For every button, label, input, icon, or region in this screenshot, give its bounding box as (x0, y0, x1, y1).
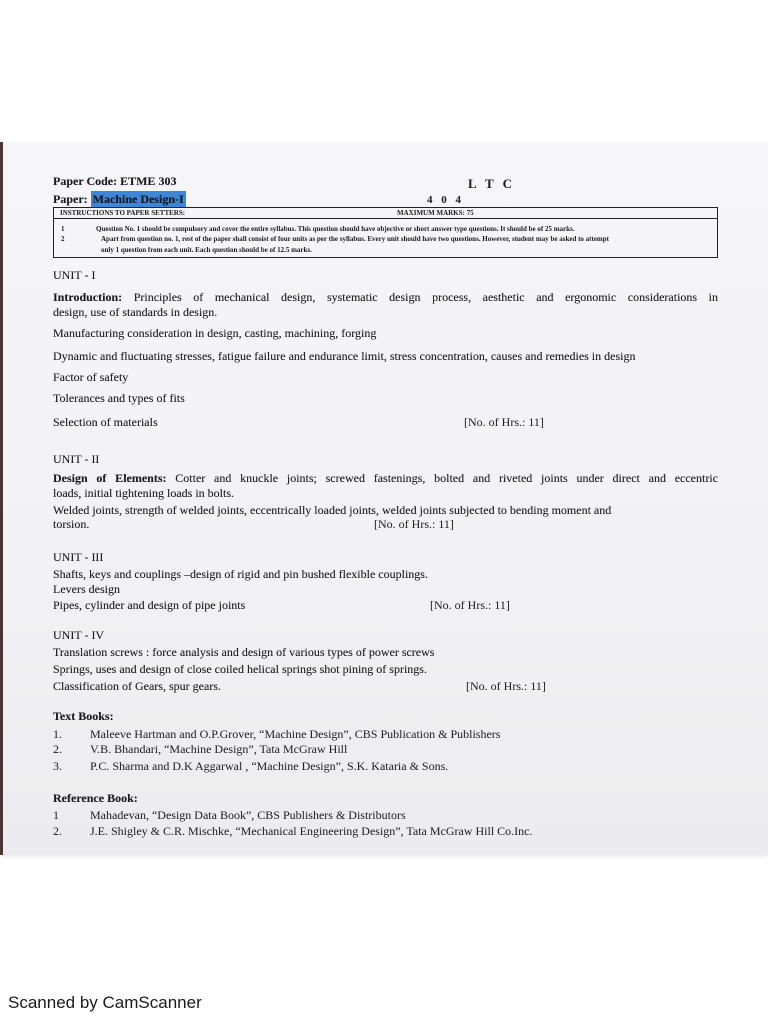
unit-topic-line (53, 290, 718, 304)
unit-hours: [No. of Hrs.: 11] (430, 598, 510, 612)
topic-lead: Introduction: (53, 290, 123, 304)
unit-topic-line: Classification of Gears, spur gears. (53, 679, 221, 693)
paper-name-highlighted: Machine Design-I (92, 192, 184, 206)
topic-lead: Design of Elements: (53, 471, 167, 485)
book-entry: V.B. Bhandari, “Machine Design”, Tata McGraw Hill (90, 742, 348, 756)
instructions-header-row (54, 208, 717, 219)
instruction-text: Apart from question no. 1, rest of the paper shall consist of four units as per the syllabus. Every unit should have two questions. However, student may be asked to attempt (101, 235, 609, 243)
instruction-text: Question No. 1 should be compulsory and cover the entire syllabus. This question should have objective or short answer type questions. It should be of 25 marks. (96, 225, 575, 233)
unit-topic-line: Translation screws : force analysis and design of various types of power screws (53, 645, 435, 659)
unit-topic-line: design, use of standards in design. (53, 305, 218, 319)
unit-title: UNIT - II (53, 452, 100, 466)
paper-code: Paper Code: ETME 303 (53, 174, 177, 188)
instructions-title: INSTRUCTIONS TO PAPER SETTERS: (60, 209, 186, 217)
unit-topic-line: loads, initial tightening loads in bolts. (53, 486, 234, 500)
unit-topic-line: Dynamic and fluctuating stresses, fatigue failure and endurance limit, stress concentration, causes and remedies in design (53, 349, 636, 363)
unit-title: UNIT - I (53, 268, 96, 282)
instruction-text: only 1 question from each unit. Each question should be of 12.5 marks. (101, 246, 312, 254)
unit-topic-line: Selection of materials (53, 415, 158, 429)
paper-label: Paper: (53, 192, 88, 206)
unit-topic-line: torsion. (53, 517, 90, 531)
unit-topic-line: Welded joints, strength of welded joints, eccentrically loaded joints, welded joints subjected to bending moment and (53, 503, 612, 517)
instruction-number: 2 (61, 235, 65, 243)
unit-title: UNIT - III (53, 550, 104, 564)
list-number: 2. (53, 824, 62, 838)
unit-topic-line: Levers design (53, 582, 120, 596)
scanner-watermark: Scanned by CamScanner (8, 993, 202, 1012)
ltc-label: L T C (468, 176, 516, 191)
book-entry: P.C. Sharma and D.K Aggarwal , “Machine Design”, S.K. Kataria & Sons. (90, 759, 449, 773)
unit-topic-line: Pipes, cylinder and design of pipe joints (53, 598, 246, 612)
page-edge-shadow (0, 142, 3, 855)
topic-text: Principles of mechanical design, systematic design process, aesthetic and ergonomic considerations in (133, 290, 718, 304)
unit-topic-line: Tolerances and types of fits (53, 391, 185, 405)
text-books-heading: Text Books: (53, 709, 114, 723)
unit-topic-line: Springs, uses and design of close coiled helical springs shot pining of springs. (53, 662, 427, 676)
list-number: 3. (53, 759, 62, 773)
ltc-values: 4 0 4 (427, 194, 464, 206)
unit-hours: [No. of Hrs.: 11] (466, 679, 546, 693)
unit-hours: [No. of Hrs.: 11] (464, 415, 544, 429)
unit-topic-line: Manufacturing consideration in design, casting, machining, forging (53, 326, 377, 340)
book-entry: J.E. Shigley & C.R. Mischke, “Mechanical Engineering Design”, Tata McGraw Hill Co.Inc. (90, 824, 533, 838)
instructions-box (53, 207, 718, 258)
list-number: 1 (53, 808, 59, 822)
instruction-number: 1 (61, 225, 65, 233)
list-number: 2. (53, 742, 62, 756)
topic-text: Cotter and knuckle joints; screwed fastenings, bolted and riveted joints under direct and eccentric (175, 471, 718, 485)
list-number: 1. (53, 727, 62, 741)
unit-hours: [No. of Hrs.: 11] (374, 517, 454, 531)
paper-title-line (53, 192, 186, 206)
unit-title: UNIT - IV (53, 628, 105, 642)
reference-book-heading: Reference Book: (53, 791, 138, 805)
unit-topic-line (53, 471, 718, 485)
maximum-marks: MAXIMUM MARKS: 75 (397, 209, 474, 217)
unit-topic-line: Shafts, keys and couplings –design of rigid and pin bushed flexible couplings. (53, 567, 428, 581)
book-entry: Maleeve Hartman and O.P.Grover, “Machine Design”, CBS Publication & Publishers (90, 727, 501, 741)
unit-topic-line: Factor of safety (53, 370, 129, 384)
book-entry: Mahadevan, “Design Data Book”, CBS Publishers & Distributors (90, 808, 406, 822)
